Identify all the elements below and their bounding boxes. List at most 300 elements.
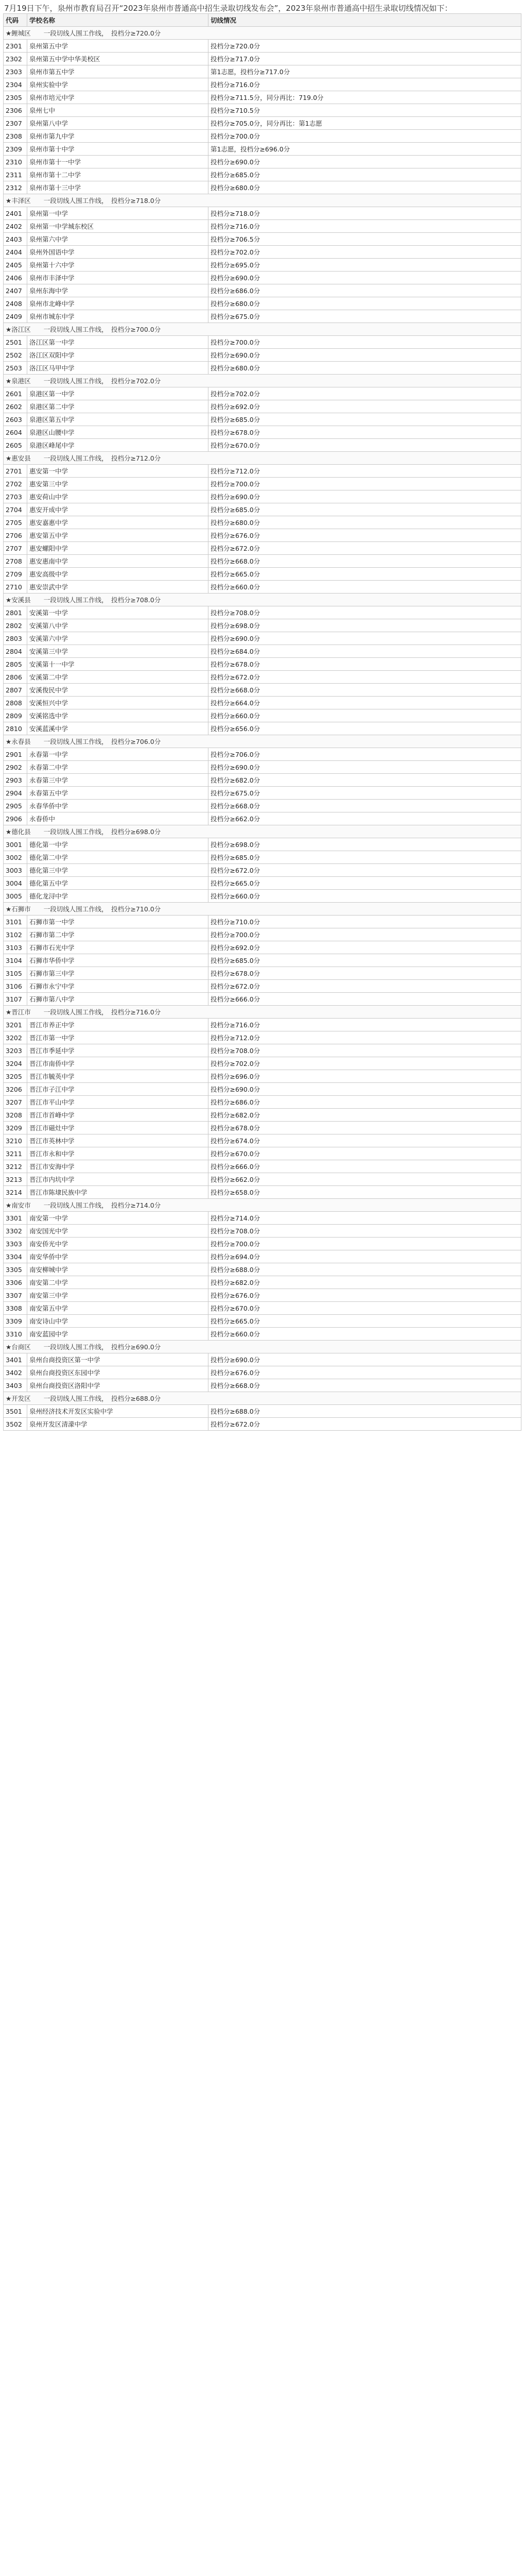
cutoff-table-body	[4, 14, 521, 1431]
table-row	[4, 812, 521, 825]
cutoff-value: 投档分≥706.5分	[208, 233, 521, 246]
cutoff-value: 投档分≥714.0分	[208, 1212, 521, 1225]
school-name: 安溪第三中学	[27, 645, 208, 658]
school-code: 2304	[4, 78, 27, 91]
cutoff-value: 投档分≥710.0分	[208, 916, 521, 928]
school-code: 3502	[4, 1418, 27, 1431]
cutoff-value: 投档分≥678.0分	[208, 1122, 521, 1134]
cutoff-value: 投档分≥684.0分	[208, 645, 521, 658]
school-code: 3212	[4, 1160, 27, 1173]
school-name: 永春华侨中学	[27, 800, 208, 812]
table-row	[4, 568, 521, 581]
table-row	[4, 1238, 521, 1250]
school-name: 石狮市第二中学	[27, 928, 208, 941]
school-name: 泉州市第五中学	[27, 65, 208, 78]
school-name: 泉州市丰泽中学	[27, 272, 208, 284]
table-row	[4, 297, 521, 310]
cutoff-value: 投档分≥686.0分	[208, 284, 521, 297]
school-name: 永春第五中学	[27, 787, 208, 800]
school-code: 2605	[4, 439, 27, 452]
table-row	[4, 1250, 521, 1263]
school-name: 泉州七中	[27, 104, 208, 117]
cutoff-value: 投档分≥685.0分	[208, 954, 521, 967]
school-code: 3005	[4, 890, 27, 903]
school-name: 泉州市第九中学	[27, 130, 208, 143]
school-name: 惠安高级中学	[27, 568, 208, 581]
school-name: 德化第一中学	[27, 838, 208, 851]
school-name: 晋江市平山中学	[27, 1096, 208, 1109]
school-code: 2802	[4, 619, 27, 632]
table-row	[4, 864, 521, 877]
table-row	[4, 78, 521, 91]
school-name: 惠安嘉惠中学	[27, 516, 208, 529]
school-code: 2905	[4, 800, 27, 812]
school-code: 2906	[4, 812, 27, 825]
table-row	[4, 156, 521, 168]
school-name: 安溪铭选中学	[27, 709, 208, 722]
table-row	[4, 658, 521, 671]
school-code: 2406	[4, 272, 27, 284]
cutoff-value: 投档分≥690.0分	[208, 490, 521, 503]
cutoff-value: 投档分≥700.0分	[208, 478, 521, 490]
table-row	[4, 1289, 521, 1302]
table-row	[4, 787, 521, 800]
school-name: 泉州第十六中学	[27, 259, 208, 272]
school-name: 洛江区马甲中学	[27, 362, 208, 375]
school-name: 泉州实验中学	[27, 78, 208, 91]
cutoff-value: 投档分≥670.0分	[208, 1147, 521, 1160]
school-code: 2801	[4, 606, 27, 619]
school-name: 泉港区峰尾中学	[27, 439, 208, 452]
table-row	[4, 400, 521, 413]
table-row	[4, 761, 521, 774]
table-row	[4, 413, 521, 426]
school-name: 泉州第六中学	[27, 233, 208, 246]
cutoff-value: 投档分≥698.0分	[208, 838, 521, 851]
table-row	[4, 168, 521, 181]
table-row	[4, 272, 521, 284]
school-code: 2307	[4, 117, 27, 130]
school-name: 南安侨光中学	[27, 1238, 208, 1250]
school-code: 2706	[4, 529, 27, 542]
school-code: 2707	[4, 542, 27, 555]
school-name: 泉州第八中学	[27, 117, 208, 130]
school-name: 泉州台商投资区东园中学	[27, 1366, 208, 1379]
table-row	[4, 1418, 521, 1431]
section-label: ★丰泽区 一段切线人围工作线， 投档分≥718.0分	[4, 194, 521, 207]
cutoff-value: 投档分≥708.0分	[208, 606, 521, 619]
school-name: 晋江市英林中学	[27, 1134, 208, 1147]
school-name: 南安柳城中学	[27, 1263, 208, 1276]
school-code: 3208	[4, 1109, 27, 1122]
school-code: 2312	[4, 181, 27, 194]
cutoff-value: 投档分≥674.0分	[208, 1134, 521, 1147]
school-code: 3211	[4, 1147, 27, 1160]
cutoff-value: 投档分≥676.0分	[208, 1366, 521, 1379]
school-name: 泉州经济技术开发区实验中学	[27, 1405, 208, 1418]
school-code: 3206	[4, 1083, 27, 1096]
table-row	[4, 619, 521, 632]
school-name: 南安第五中学	[27, 1302, 208, 1315]
cutoff-value: 投档分≥685.0分	[208, 503, 521, 516]
section-label: ★台商区 一段切线人围工作线， 投档分≥690.0分	[4, 1341, 521, 1353]
header-code: 代码	[4, 14, 27, 27]
school-code: 3303	[4, 1238, 27, 1250]
school-code: 2309	[4, 143, 27, 156]
table-row	[4, 877, 521, 890]
table-row	[4, 980, 521, 993]
table-row	[4, 1134, 521, 1147]
table-row	[4, 1405, 521, 1418]
cutoff-value: 投档分≥672.0分	[208, 864, 521, 877]
cutoff-value: 投档分≥668.0分	[208, 1379, 521, 1392]
school-name: 惠安荷山中学	[27, 490, 208, 503]
cutoff-value: 投档分≥666.0分	[208, 993, 521, 1006]
school-code: 2903	[4, 774, 27, 787]
cutoff-value: 投档分≥688.0分	[208, 1405, 521, 1418]
table-row	[4, 993, 521, 1006]
school-name: 永春第一中学	[27, 748, 208, 761]
section-label: ★鲤城区 一段切线人围工作线， 投档分≥720.0分	[4, 27, 521, 40]
school-code: 2502	[4, 349, 27, 362]
school-code: 3107	[4, 993, 27, 1006]
section-row	[4, 323, 521, 336]
school-name: 安溪第二中学	[27, 671, 208, 684]
cutoff-value: 投档分≥682.0分	[208, 1109, 521, 1122]
cutoff-value: 投档分≥676.0分	[208, 529, 521, 542]
section-row	[4, 375, 521, 387]
school-code: 2808	[4, 697, 27, 709]
table-row	[4, 233, 521, 246]
table-row	[4, 1122, 521, 1134]
cutoff-value: 投档分≥708.0分	[208, 1225, 521, 1238]
school-code: 2404	[4, 246, 27, 259]
table-row	[4, 284, 521, 297]
school-name: 泉港区第二中学	[27, 400, 208, 413]
school-code: 2809	[4, 709, 27, 722]
section-row	[4, 735, 521, 748]
cutoff-value: 投档分≥702.0分	[208, 387, 521, 400]
cutoff-value: 投档分≥680.0分	[208, 297, 521, 310]
table-row	[4, 1379, 521, 1392]
school-code: 3102	[4, 928, 27, 941]
school-name: 永春第二中学	[27, 761, 208, 774]
table-row	[4, 490, 521, 503]
school-code: 2604	[4, 426, 27, 439]
school-name: 晋江市毓英中学	[27, 1070, 208, 1083]
cutoff-value: 投档分≥665.0分	[208, 568, 521, 581]
school-code: 2311	[4, 168, 27, 181]
school-code: 2302	[4, 53, 27, 65]
table-row	[4, 851, 521, 864]
school-name: 南安第一中学	[27, 1212, 208, 1225]
cutoff-value: 投档分≥694.0分	[208, 1250, 521, 1263]
school-code: 2709	[4, 568, 27, 581]
table-row	[4, 1057, 521, 1070]
school-code: 2409	[4, 310, 27, 323]
school-name: 泉港区第五中学	[27, 413, 208, 426]
school-name: 泉港区第一中学	[27, 387, 208, 400]
cutoff-value: 投档分≥678.0分	[208, 658, 521, 671]
school-name: 石狮市第八中学	[27, 993, 208, 1006]
table-row	[4, 1019, 521, 1031]
school-name: 安溪蓝溪中学	[27, 722, 208, 735]
section-row	[4, 452, 521, 465]
cutoff-value: 投档分≥660.0分	[208, 890, 521, 903]
school-code: 3309	[4, 1315, 27, 1328]
section-label: ★安溪县 一段切线人围工作线， 投档分≥708.0分	[4, 594, 521, 606]
school-name: 石狮市第三中学	[27, 967, 208, 980]
cutoff-value: 投档分≥716.0分	[208, 78, 521, 91]
cutoff-value: 投档分≥700.0分	[208, 130, 521, 143]
cutoff-value: 投档分≥692.0分	[208, 400, 521, 413]
school-code: 2705	[4, 516, 27, 529]
cutoff-value: 投档分≥706.0分	[208, 748, 521, 761]
section-label: ★惠安县 一段切线人围工作线， 投档分≥712.0分	[4, 452, 521, 465]
school-name: 泉州市第十一中学	[27, 156, 208, 168]
school-name: 泉州市城东中学	[27, 310, 208, 323]
table-row	[4, 1225, 521, 1238]
cutoff-value: 投档分≥720.0分	[208, 40, 521, 53]
school-name: 晋江市南侨中学	[27, 1057, 208, 1070]
section-row	[4, 903, 521, 916]
school-code: 2603	[4, 413, 27, 426]
cutoff-value: 投档分≥678.0分	[208, 967, 521, 980]
table-row	[4, 40, 521, 53]
cutoff-value: 投档分≥682.0分	[208, 774, 521, 787]
school-code: 2807	[4, 684, 27, 697]
school-name: 德化龙浔中学	[27, 890, 208, 903]
table-row	[4, 1263, 521, 1276]
table-row	[4, 542, 521, 555]
school-code: 3213	[4, 1173, 27, 1186]
cutoff-value: 投档分≥690.0分	[208, 349, 521, 362]
table-row	[4, 1096, 521, 1109]
table-row	[4, 1353, 521, 1366]
header-cutoff: 切线情况	[208, 14, 521, 27]
school-name: 泉州台商投资区洛阳中学	[27, 1379, 208, 1392]
cutoff-value: 投档分≥664.0分	[208, 697, 521, 709]
section-row	[4, 1199, 521, 1212]
school-code: 3203	[4, 1044, 27, 1057]
section-row	[4, 594, 521, 606]
school-code: 2501	[4, 336, 27, 349]
school-code: 2402	[4, 220, 27, 233]
table-row	[4, 349, 521, 362]
school-name: 晋江市首峰中学	[27, 1109, 208, 1122]
table-row	[4, 1328, 521, 1341]
table-row	[4, 529, 521, 542]
table-row	[4, 606, 521, 619]
school-code: 2710	[4, 581, 27, 594]
table-row	[4, 1366, 521, 1379]
school-code: 2701	[4, 465, 27, 478]
cutoff-value: 投档分≥716.0分	[208, 220, 521, 233]
school-code: 2405	[4, 259, 27, 272]
school-name: 晋江市磁灶中学	[27, 1122, 208, 1134]
cutoff-value: 投档分≥666.0分	[208, 1160, 521, 1173]
school-code: 2403	[4, 233, 27, 246]
school-name: 泉州外国语中学	[27, 246, 208, 259]
header-school: 学校名称	[27, 14, 208, 27]
school-name: 泉州市培元中学	[27, 91, 208, 104]
school-code: 2305	[4, 91, 27, 104]
school-code: 3201	[4, 1019, 27, 1031]
school-code: 2301	[4, 40, 27, 53]
section-row	[4, 1006, 521, 1019]
table-row	[4, 181, 521, 194]
table-row	[4, 1160, 521, 1173]
cutoff-value: 投档分≥668.0分	[208, 555, 521, 568]
cutoff-value: 投档分≥690.0分	[208, 156, 521, 168]
cutoff-value: 第1志愿，投档分≥717.0分	[208, 65, 521, 78]
school-code: 3301	[4, 1212, 27, 1225]
section-label: ★德化县 一段切线人围工作线， 投档分≥698.0分	[4, 825, 521, 838]
table-row	[4, 478, 521, 490]
section-label: ★洛江区 一段切线人围工作线， 投档分≥700.0分	[4, 323, 521, 336]
table-row	[4, 709, 521, 722]
table-row	[4, 722, 521, 735]
school-name: 泉州台商投资区第一中学	[27, 1353, 208, 1366]
school-name: 安溪恒兴中学	[27, 697, 208, 709]
cutoff-value: 投档分≥670.0分	[208, 1302, 521, 1315]
table-row	[4, 426, 521, 439]
table-row	[4, 1315, 521, 1328]
school-name: 石狮市石光中学	[27, 941, 208, 954]
cutoff-value: 投档分≥662.0分	[208, 812, 521, 825]
cutoff-value: 投档分≥698.0分	[208, 619, 521, 632]
school-code: 3204	[4, 1057, 27, 1070]
school-name: 晋江市养正中学	[27, 1019, 208, 1031]
cutoff-value: 投档分≥680.0分	[208, 362, 521, 375]
cutoff-value: 投档分≥672.0分	[208, 980, 521, 993]
cutoff-value: 投档分≥660.0分	[208, 581, 521, 594]
table-row	[4, 1083, 521, 1096]
school-code: 3307	[4, 1289, 27, 1302]
school-code: 3101	[4, 916, 27, 928]
table-row	[4, 645, 521, 658]
table-row	[4, 1186, 521, 1199]
cutoff-value: 投档分≥700.0分	[208, 336, 521, 349]
school-code: 2803	[4, 632, 27, 645]
school-code: 2804	[4, 645, 27, 658]
cutoff-value: 投档分≥686.0分	[208, 1096, 521, 1109]
school-name: 南安第三中学	[27, 1289, 208, 1302]
table-row	[4, 1276, 521, 1289]
school-code: 3207	[4, 1096, 27, 1109]
school-code: 3501	[4, 1405, 27, 1418]
cutoff-value: 投档分≥676.0分	[208, 1289, 521, 1302]
school-name: 晋江市陈埭民族中学	[27, 1186, 208, 1199]
school-code: 2601	[4, 387, 27, 400]
school-name: 惠安惠南中学	[27, 555, 208, 568]
school-name: 惠安第三中学	[27, 478, 208, 490]
school-code: 3304	[4, 1250, 27, 1263]
table-row	[4, 1212, 521, 1225]
cutoff-value: 投档分≥672.0分	[208, 1418, 521, 1431]
school-name: 安溪第一中学	[27, 606, 208, 619]
school-code: 3205	[4, 1070, 27, 1083]
school-code: 3004	[4, 877, 27, 890]
table-row	[4, 207, 521, 220]
cutoff-value: 投档分≥688.0分	[208, 1263, 521, 1276]
school-name: 惠安崇武中学	[27, 581, 208, 594]
cutoff-value: 投档分≥695.0分	[208, 259, 521, 272]
school-code: 2407	[4, 284, 27, 297]
cutoff-value: 投档分≥670.0分	[208, 439, 521, 452]
school-name: 永春侨中	[27, 812, 208, 825]
school-code: 3302	[4, 1225, 27, 1238]
table-row	[4, 632, 521, 645]
school-code: 3401	[4, 1353, 27, 1366]
school-name: 石狮市第一中学	[27, 916, 208, 928]
table-row	[4, 748, 521, 761]
cutoff-value: 投档分≥702.0分	[208, 1057, 521, 1070]
table-row	[4, 130, 521, 143]
intro-text: 7月19日下午，泉州市教育局召开“2023年泉州市普通高中招生录取切线发布会”，2023年泉州市普通高中招生录取切线情况如下：	[4, 4, 452, 13]
school-name: 泉州市北峰中学	[27, 297, 208, 310]
cutoff-value: 投档分≥665.0分	[208, 1315, 521, 1328]
cutoff-value: 投档分≥672.0分	[208, 542, 521, 555]
table-row	[4, 53, 521, 65]
cutoff-value: 投档分≥680.0分	[208, 181, 521, 194]
cutoff-value: 投档分≥692.0分	[208, 941, 521, 954]
school-code: 3105	[4, 967, 27, 980]
table-header-row	[4, 14, 521, 27]
cutoff-value: 投档分≥685.0分	[208, 413, 521, 426]
cutoff-value: 投档分≥660.0分	[208, 1328, 521, 1341]
table-row	[4, 1031, 521, 1044]
section-label: ★泉港区 一段切线人围工作线， 投档分≥702.0分	[4, 375, 521, 387]
school-name: 南安第二中学	[27, 1276, 208, 1289]
table-row	[4, 310, 521, 323]
school-name: 惠安第五中学	[27, 529, 208, 542]
cutoff-value: 投档分≥685.0分	[208, 851, 521, 864]
table-row	[4, 503, 521, 516]
cutoff-value: 投档分≥672.0分	[208, 671, 521, 684]
school-name: 泉州东海中学	[27, 284, 208, 297]
cutoff-value: 投档分≥716.0分	[208, 1019, 521, 1031]
school-code: 3306	[4, 1276, 27, 1289]
cutoff-value: 投档分≥658.0分	[208, 1186, 521, 1199]
school-name: 泉州市第十中学	[27, 143, 208, 156]
cutoff-table-wrap	[3, 13, 521, 1431]
school-name: 泉州第五中学中华美校区	[27, 53, 208, 65]
school-code: 2704	[4, 503, 27, 516]
school-name: 洛江区第一中学	[27, 336, 208, 349]
school-name: 石狮市永宁中学	[27, 980, 208, 993]
school-name: 泉州第一中学	[27, 207, 208, 220]
table-row	[4, 439, 521, 452]
school-name: 泉州市第十三中学	[27, 181, 208, 194]
cutoff-value: 投档分≥668.0分	[208, 800, 521, 812]
school-code: 3001	[4, 838, 27, 851]
section-row	[4, 194, 521, 207]
cutoff-value: 投档分≥717.0分	[208, 53, 521, 65]
table-row	[4, 259, 521, 272]
section-row	[4, 825, 521, 838]
school-code: 2503	[4, 362, 27, 375]
table-row	[4, 800, 521, 812]
school-name: 洛江区双阳中学	[27, 349, 208, 362]
school-name: 晋江市内坑中学	[27, 1173, 208, 1186]
school-name: 晋江市第一中学	[27, 1031, 208, 1044]
cutoff-value: 投档分≥690.0分	[208, 1083, 521, 1096]
school-code: 3106	[4, 980, 27, 993]
table-row	[4, 684, 521, 697]
cutoff-value: 投档分≥712.0分	[208, 1031, 521, 1044]
school-code: 2901	[4, 748, 27, 761]
